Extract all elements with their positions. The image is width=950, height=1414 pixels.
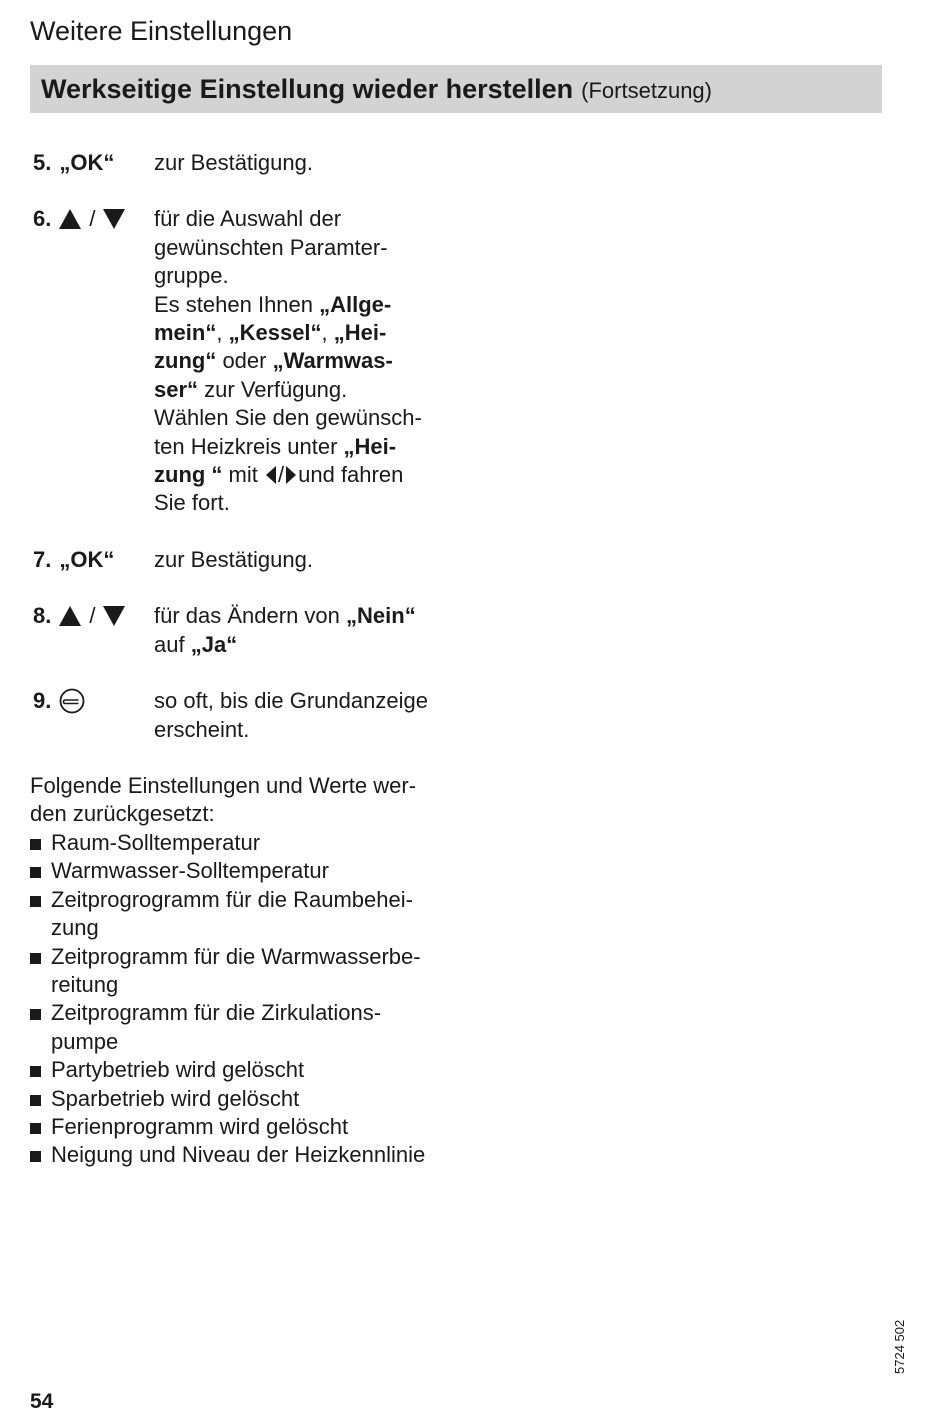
- bullet-square-icon: [30, 867, 41, 878]
- reset-intro: [30, 772, 450, 829]
- step-number: 5.: [33, 150, 52, 175]
- slash-separator: /: [89, 206, 96, 232]
- list-item: Partybetrieb wird gelöscht: [30, 1056, 450, 1084]
- step-9-text: [154, 687, 453, 744]
- text-line: für die Auswahl der: [154, 206, 342, 232]
- text-line: erscheint.: [154, 716, 250, 742]
- bullet-square-icon: [30, 1009, 41, 1020]
- option-kessel: „Kessel“: [228, 320, 322, 346]
- option-heizung: zung“: [154, 348, 217, 374]
- ok-key-label: „OK“: [59, 546, 115, 572]
- text-fragment: Es stehen Ihnen: [154, 291, 320, 317]
- triangle-up-icon: [59, 208, 81, 228]
- text-fragment: auf: [154, 631, 191, 657]
- text-line: den zurückgesetzt:: [30, 801, 215, 827]
- page-heading: Werkseitige Einstellung wieder herstellen: [41, 73, 574, 104]
- step-6-key: [33, 205, 154, 517]
- bullet-square-icon: [30, 953, 41, 964]
- step-number: 9.: [33, 688, 52, 714]
- step-number: 8.: [33, 603, 52, 629]
- text-fragment: zur Verfügung.: [198, 376, 348, 402]
- arrow-left-icon: [266, 463, 276, 481]
- step-7-text: zur Bestätigung.: [154, 546, 313, 572]
- step-5-key: [33, 149, 154, 177]
- option-heizung: zung “: [154, 462, 223, 488]
- text-fragment: ten Heizkreis unter: [154, 433, 344, 459]
- list-item: Warmwasser-Solltemperatur: [30, 857, 450, 885]
- value-nein: „Nein“: [346, 603, 416, 629]
- triangle-up-icon: [59, 605, 81, 625]
- instruction-steps: [33, 149, 453, 772]
- step-5: [33, 149, 453, 177]
- ok-key-label: „OK“: [59, 150, 115, 175]
- step-number: 6.: [33, 206, 52, 232]
- text-line: Wählen Sie den gewünsch-: [154, 405, 422, 431]
- step-7-key: [33, 546, 154, 574]
- list-item: Zeitprogramm für die Zirkulations- pumpe: [30, 999, 450, 1056]
- step-8: [33, 602, 453, 659]
- bullet-square-icon: [30, 839, 41, 850]
- text-line: Folgende Einstellungen und Werte wer-: [30, 773, 417, 798]
- value-ja: „Ja“: [190, 631, 238, 657]
- bullet-square-icon: [30, 896, 41, 907]
- page-number: 54: [30, 1390, 54, 1413]
- option-warmwasser: „Warmwas-: [272, 348, 393, 374]
- step-5-text: zur Bestätigung.: [154, 150, 313, 175]
- bullet-square-icon: [30, 1066, 41, 1077]
- text-fragment: ,: [321, 320, 334, 346]
- text-fragment: mit: [222, 462, 264, 488]
- text-line: Sie fort.: [154, 490, 230, 516]
- text-line: gewünschten Paramter-: [154, 234, 388, 260]
- list-item: Ferienprogramm wird gelöscht: [30, 1113, 450, 1141]
- step-number: 7.: [33, 546, 52, 572]
- heading-bar: [30, 65, 882, 113]
- text-fragment: ,: [216, 320, 229, 346]
- slash-separator: /: [89, 603, 96, 629]
- text-line: gruppe.: [154, 263, 229, 289]
- bullet-square-icon: [30, 1151, 41, 1162]
- step-8-text: [154, 602, 453, 659]
- bullet-square-icon: [30, 1095, 41, 1106]
- text-fragment: oder: [216, 348, 273, 374]
- document-number: 5724 502: [892, 1319, 907, 1374]
- list-item: Sparbetrieb wird gelöscht: [30, 1085, 450, 1113]
- option-allgemein: mein“: [154, 320, 217, 346]
- arrow-right-icon: [286, 463, 296, 481]
- triangle-down-icon: [103, 208, 125, 228]
- option-allgemein: „Allge-: [319, 291, 392, 317]
- slash-separator: /: [278, 462, 285, 488]
- step-8-key: [33, 602, 154, 659]
- step-6-text: [154, 205, 453, 517]
- text-fragment: und fahren: [298, 462, 404, 488]
- list-item: Zeitprogrogramm für die Raumbehei- zung: [30, 886, 450, 943]
- option-warmwasser: ser“: [154, 376, 199, 402]
- page-heading-continuation: (Fortsetzung): [581, 78, 712, 103]
- option-heizung: „Hei-: [343, 433, 397, 459]
- section-title: Weitere Einstellungen: [30, 16, 293, 46]
- option-heizung: „Hei-: [333, 320, 387, 346]
- bullet-square-icon: [30, 1123, 41, 1134]
- step-9: [33, 687, 453, 744]
- list-item: Neigung und Niveau der Heizkennlinie: [30, 1141, 450, 1169]
- step-7: [33, 546, 453, 574]
- reset-list: [30, 829, 450, 1170]
- step-6: [33, 205, 453, 517]
- step-9-key: [33, 687, 154, 744]
- back-icon: [59, 688, 85, 714]
- list-item: Zeitprogramm für die Warmwasserbe- reitung: [30, 943, 450, 1000]
- text-fragment: für das Ändern von: [154, 603, 347, 629]
- list-item: Raum-Solltemperatur: [30, 829, 450, 857]
- triangle-down-icon: [103, 605, 125, 625]
- text-line: so oft, bis die Grundanzeige: [154, 688, 428, 714]
